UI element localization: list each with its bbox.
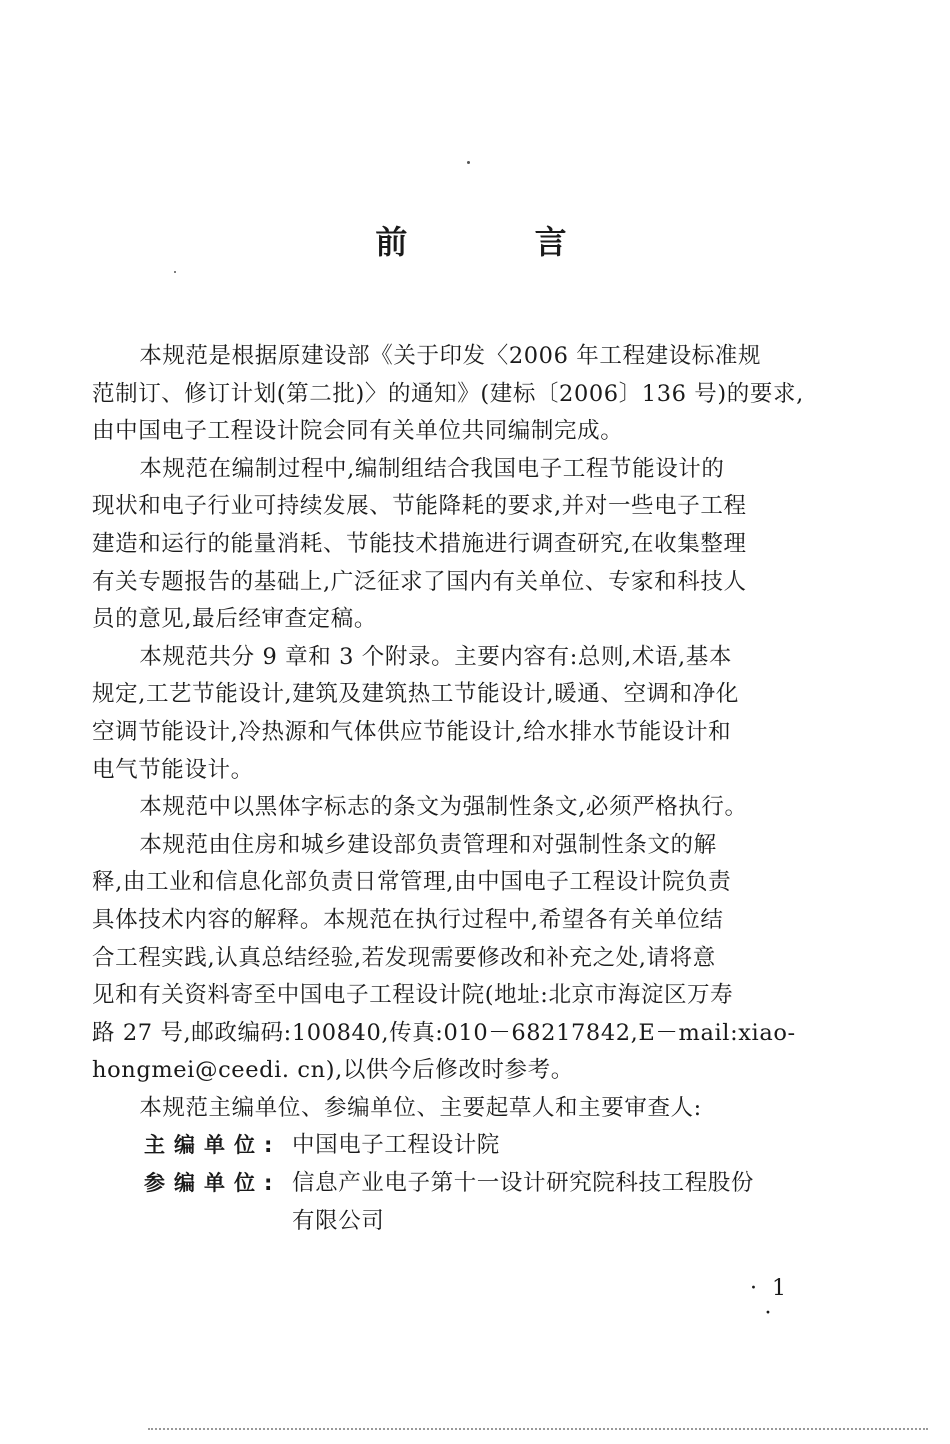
text-line: 建造和运行的能量消耗、节能技术措施进行调查研究,在收集整理	[92, 530, 747, 557]
text-line: 规定,工艺节能设计,建筑及建筑热工节能设计,暖通、空调和净化	[92, 681, 739, 708]
participating-unit-row	[92, 1165, 824, 1240]
chief-unit-row	[92, 1127, 824, 1165]
text-line: 本规范由住房和城乡建设部负责管理和对强制性条文的解	[139, 831, 717, 858]
text-line: 具体技术内容的解释。本规范在执行过程中,希望各有关单位结	[92, 906, 724, 933]
paragraph-5	[92, 827, 824, 1090]
page-title: 前 言	[375, 223, 625, 261]
text-line: 本规范主编单位、参编单位、主要起草人和主要审查人:	[139, 1094, 702, 1121]
chief-unit-value	[292, 1127, 824, 1165]
participating-unit-value	[292, 1165, 824, 1240]
text-line: 中国电子工程设计院	[292, 1132, 500, 1159]
scan-edge-line	[148, 1428, 928, 1430]
text-line: hongmei@ceedi. cn),以供今后修改时参考。	[92, 1057, 574, 1084]
text-line: 释,由工业和信息化部负责日常管理,由中国电子工程设计院负责	[92, 869, 732, 896]
text-line: 有关专题报告的基础上,广泛征求了国内有关单位、专家和科技人	[92, 568, 747, 595]
chief-unit-label: 主编单位:	[144, 1133, 282, 1158]
text-line: 合工程实践,认真总结经验,若发现需要修改和补充之处,请将意	[92, 944, 716, 971]
preface-body	[92, 338, 824, 1240]
text-line: 电气节能设计。	[92, 756, 254, 783]
text-line: 本规范在编制过程中,编制组结合我国电子工程节能设计的	[139, 455, 725, 482]
text-line: 本规范共分 9 章和 3 个附录。主要内容有:总则,术语,基本	[139, 643, 732, 670]
text-line: 有限公司	[292, 1207, 385, 1234]
page-number: · 1 ·	[750, 1276, 790, 1326]
text-line: 见和有关资料寄至中国电子工程设计院(地址:北京市海淀区万寿	[92, 982, 734, 1009]
scan-speck	[467, 161, 470, 164]
text-line: 范制订、修订计划(第二批)〉的通知》(建标〔2006〕136 号)的要求,	[92, 380, 804, 407]
text-line: 本规范中以黑体字标志的条文为强制性条文,必须严格执行。	[139, 794, 748, 821]
paragraph-4	[92, 789, 824, 827]
text-line: 由中国电子工程设计院会同有关单位共同编制完成。	[92, 418, 624, 445]
text-line: 空调节能设计,冷热源和气体供应节能设计,给水排水节能设计和	[92, 718, 732, 745]
text-line: 路 27 号,邮政编码:100840,传真:010－68217842,E－mail:xiao-	[92, 1019, 796, 1046]
text-line: 现状和电子行业可持续发展、节能降耗的要求,并对一些电子工程	[92, 493, 747, 520]
paragraph-2	[92, 451, 824, 639]
text-line: 员的意见,最后经审查定稿。	[92, 606, 377, 633]
participating-unit-label: 参编单位:	[144, 1171, 282, 1196]
paragraph-6	[92, 1090, 824, 1128]
paragraph-3	[92, 639, 824, 789]
scan-speck	[174, 271, 176, 273]
paragraph-1	[92, 338, 824, 451]
text-line: 信息产业电子第十一设计研究院科技工程股份	[292, 1170, 755, 1197]
text-line: 本规范是根据原建设部《关于印发〈2006 年工程建设标准规	[139, 343, 762, 369]
